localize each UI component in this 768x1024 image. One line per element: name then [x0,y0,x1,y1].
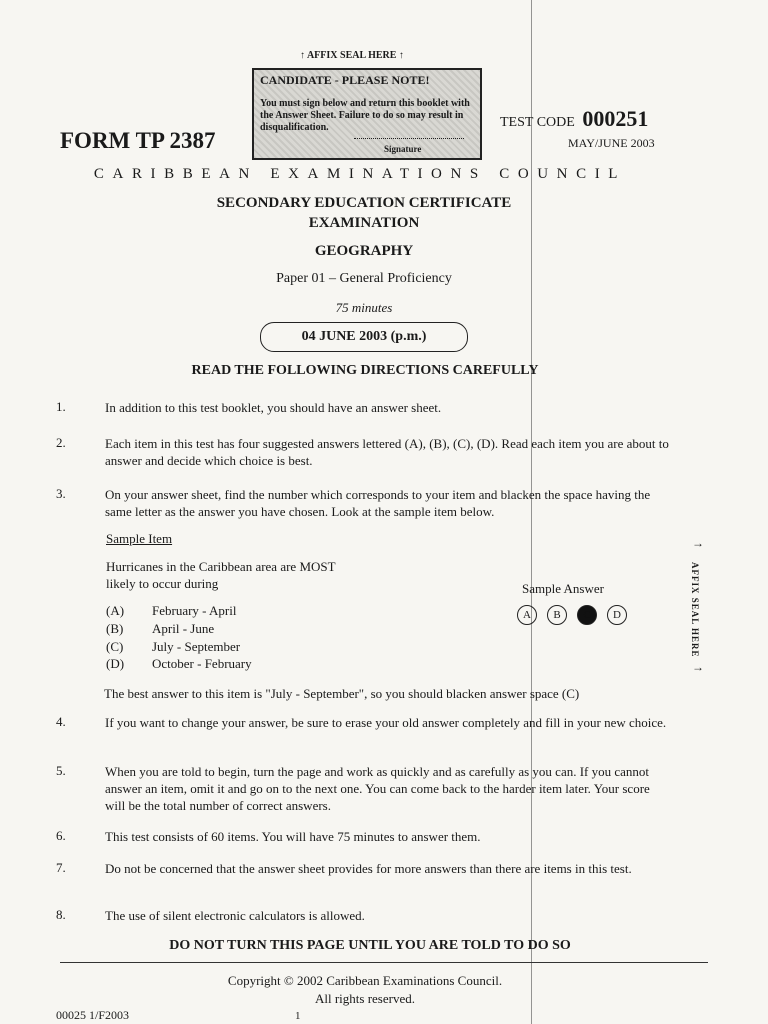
direction-number: 7. [56,860,66,875]
direction-number: 4. [56,714,66,729]
candidate-notice-stamp [252,68,482,160]
council-name: CARIBBEAN EXAMINATIONS COUNCIL [93,166,627,182]
answer-bubble-d: D [607,605,627,625]
test-code: TEST CODE 000251 [500,106,649,131]
sample-answer-label: Sample Answer [522,581,604,596]
direction-text: This test consists of 60 items. You will have 75 minutes to answer them. [105,829,481,844]
exam-date: 04 JUNE 2003 (p.m.) [260,322,468,352]
exam-title: SECONDARY EDUCATION CERTIFICATE [216,195,512,211]
direction-text: The use of silent electronic calculators is allowed. [105,908,365,923]
rights-reserved: All rights reserved. [314,991,415,1006]
page-number: 1 [295,1010,301,1022]
do-not-turn-warning: DO NOT TURN THIS PAGE UNTIL YOU ARE TOLD TO DO SO [169,938,571,953]
test-code-value: 000251 [582,106,649,131]
direction-number: 8. [56,907,66,922]
copyright: Copyright © 2002 Caribbean Examinations Council. [227,973,503,988]
sample-option: (D) October - February [106,656,252,671]
direction-number: 2. [56,435,66,450]
direction-text: On your answer sheet, find the number which corresponds to your item and blacken the space having the same letter as the answer you have chosen. Look at the sample item below. [105,487,651,519]
sample-option: (C) July - September [106,639,241,654]
notice-line: disqualification. [260,122,329,133]
notice-line: the Answer Sheet. Failure to do so may result in [260,110,464,121]
sample-question: Hurricanes in the Caribbean area are MOST [106,559,336,574]
up-arrow-icon: ↑ [398,50,404,61]
direction-text: Do not be concerned that the answer sheet provides for more answers than there are items in this test. [105,861,632,876]
direction-text: If you want to change your answer, be sure to erase your old answer completely and fill in your new choice. [105,715,667,730]
direction-number: 6. [56,828,66,843]
direction-text: In addition to this test booklet, you should have an answer sheet. [105,400,442,415]
notice-line: You must sign below and return this booklet with [260,98,470,109]
direction-number: 5. [56,763,66,778]
signature-line [354,138,464,139]
side-seal-label: AFFIX SEAL HERE [690,562,700,658]
answer-bubble-a: A [517,605,537,625]
right-arrow-icon: → [692,536,704,550]
right-arrow-icon: → [692,660,704,674]
direction-number: 1. [56,399,66,414]
seal-top-label: ↑ AFFIX SEAL HERE ↑ [300,50,404,61]
paper-title: Paper 01 – General Proficiency [276,271,452,286]
exam-session: MAY/JUNE 2003 [568,136,655,150]
signature-label: Signature [384,144,422,154]
sample-question: likely to occur during [106,576,219,591]
subject: GEOGRAPHY [314,243,414,259]
answer-bubble-b: B [547,605,567,625]
sample-option: (B) April - June [106,621,215,636]
exam-title-2: EXAMINATION [308,215,420,231]
direction-text: Each item in this test has four suggested answers lettered (A), (B), (C), (D). Read each item you are about to answer and decide which choice is best. [105,436,669,468]
sample-item-heading: Sample Item [106,531,173,546]
form-number: FORM TP 2387 [60,128,216,153]
direction-text: When you are told to begin, turn the page and work as quickly and as carefully as you can. If you cannot answer an item, omit it and go on to the next one. You can come back to the harder item later. Your score will be the total number of correct answers. [105,764,650,813]
sample-option: (A) February - April [106,603,237,618]
notice-title: CANDIDATE - PLEASE NOTE! [260,73,430,87]
direction-number: 3. [56,486,66,501]
up-arrow-icon: ↑ [300,50,305,61]
sample-answer-bubbles [517,605,633,625]
paper-code: 00025 1/F2003 [56,1008,130,1022]
footer-divider [60,962,708,963]
answer-bubble-c-filled: C [577,605,597,625]
directions-heading: READ THE FOLLOWING DIRECTIONS CAREFULLY [191,363,539,378]
sample-explanation: The best answer to this item is "July - September", so you should blacken answer space (C) [104,686,580,701]
duration: 75 minutes [335,300,393,315]
